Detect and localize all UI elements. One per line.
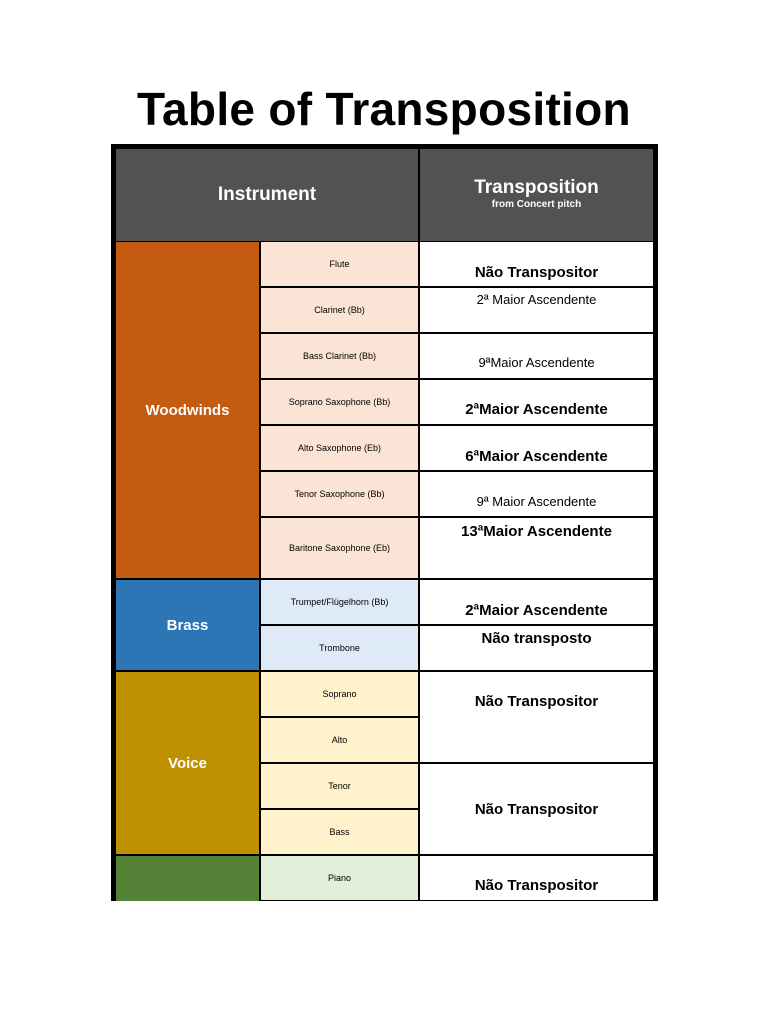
transposition-baritone-saxophone: 13ªMaior Ascendente (420, 518, 653, 578)
transposition-soprano-saxophone: 2ªMaior Ascendente (420, 380, 653, 424)
instrument-bass: Bass (261, 810, 418, 854)
header-instrument (116, 149, 418, 241)
transposition-table (111, 144, 658, 901)
instrument-baritone-saxophone: Baritone Saxophone (Eb) (261, 518, 418, 578)
page-title: Table of Transposition (137, 83, 631, 135)
family-voice: Voice (116, 672, 259, 854)
instrument-alto-saxophone: Alto Saxophone (Eb) (261, 426, 418, 470)
transposition-trumpet: 2ªMaior Ascendente (420, 580, 653, 624)
transposition-tenor-bass: Não Transpositor (420, 764, 653, 854)
instrument-bass-clarinet: Bass Clarinet (Bb) (261, 334, 418, 378)
instrument-tenor-saxophone: Tenor Saxophone (Bb) (261, 472, 418, 516)
header-transposition-sublabel: from Concert pitch (491, 199, 582, 210)
instrument-trombone: Trombone (261, 626, 418, 670)
transposition-trombone: Não transposto (420, 626, 653, 670)
header-transposition-label: Transposition (474, 177, 599, 198)
transposition-bass-clarinet: 9ªMaior Ascendente (420, 334, 653, 378)
instrument-trumpet: Trumpet/Flügelhorn (Bb) (261, 580, 418, 624)
family-keyboard (116, 856, 259, 901)
instrument-tenor: Tenor (261, 764, 418, 808)
transposition-alto-saxophone: 6ªMaior Ascendente (420, 426, 653, 470)
transposition-soprano-alto: Não Transpositor (420, 672, 653, 762)
instrument-piano: Piano (261, 856, 418, 900)
header-transposition (420, 149, 653, 241)
header-instrument-label: Instrument (217, 184, 317, 205)
transposition-flute: Não Transpositor (420, 242, 653, 286)
family-woodwinds: Woodwinds (116, 242, 259, 578)
transposition-piano: Não Transpositor (420, 856, 653, 900)
transposition-tenor-saxophone: 9ª Maior Ascendente (420, 472, 653, 516)
instrument-alto: Alto (261, 718, 418, 762)
transposition-clarinet: 2ª Maior Ascendente (420, 288, 653, 332)
instrument-soprano: Soprano (261, 672, 418, 716)
instrument-soprano-saxophone: Soprano Saxophone (Bb) (261, 380, 418, 424)
instrument-clarinet: Clarinet (Bb) (261, 288, 418, 332)
family-brass: Brass (116, 580, 259, 670)
instrument-flute: Flute (261, 242, 418, 286)
